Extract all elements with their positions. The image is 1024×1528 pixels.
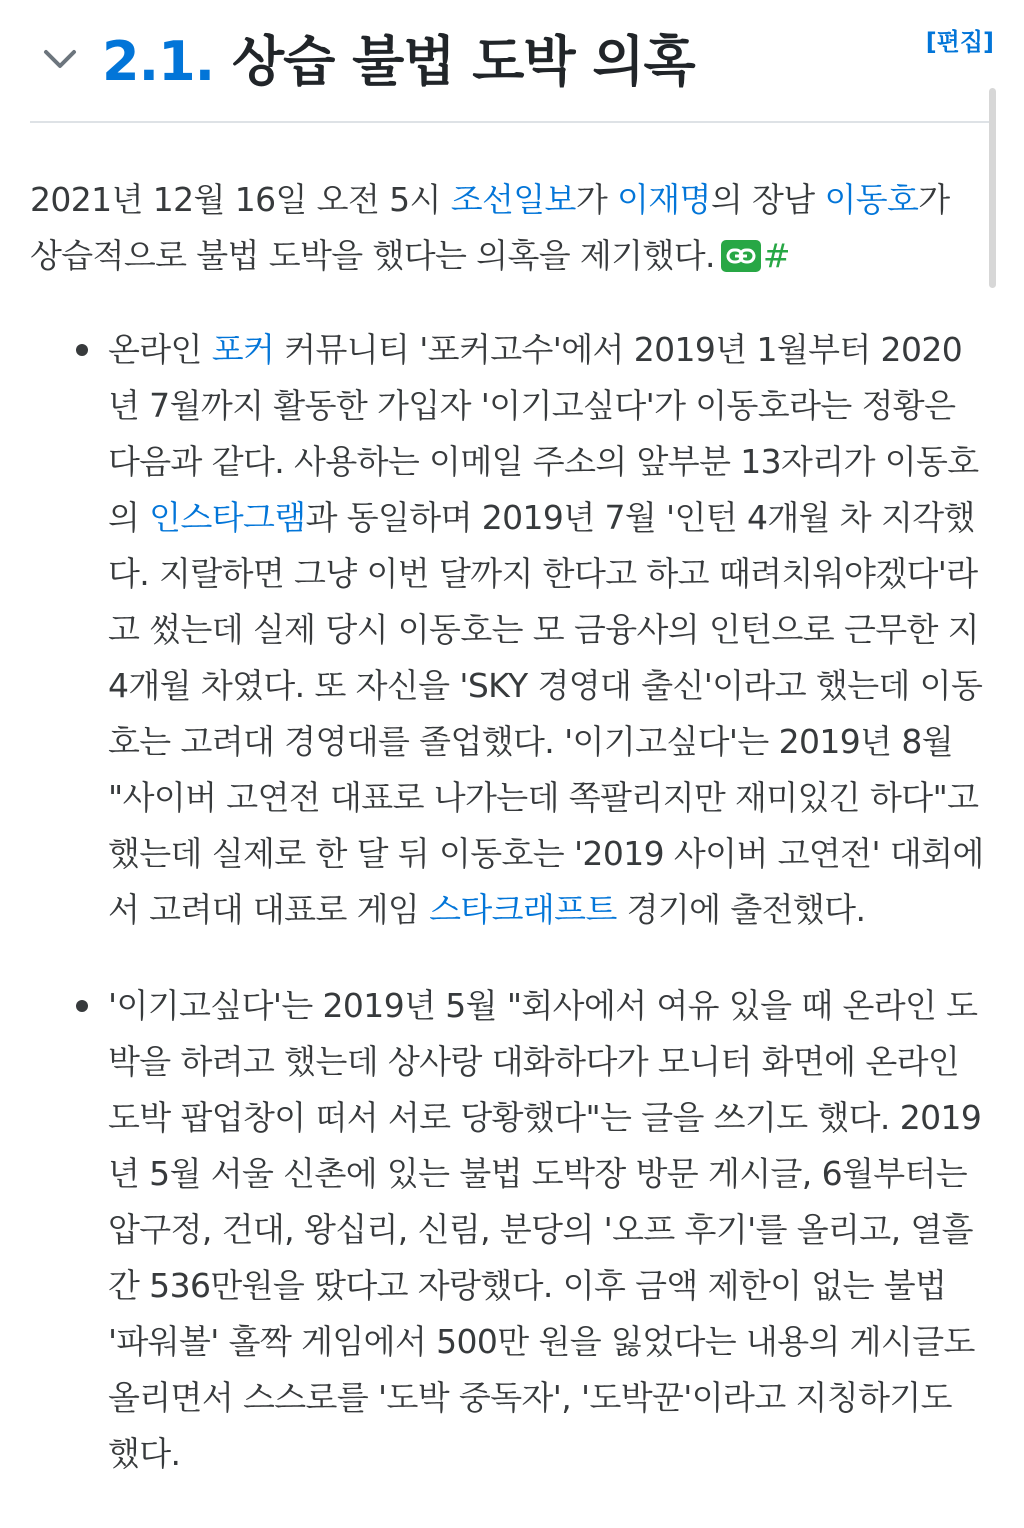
list-item bbox=[30, 978, 990, 1482]
link-instagram[interactable]: 인스타그램 bbox=[149, 498, 306, 537]
intro-text-4: 가 상습적으로 불법 도박을 했다는 의혹을 제기했다. bbox=[30, 180, 950, 275]
bullet-dot bbox=[76, 344, 88, 356]
source-hash-link[interactable]: # bbox=[762, 236, 790, 275]
section-heading bbox=[102, 22, 695, 102]
section-header[interactable] bbox=[0, 0, 1024, 122]
link-poker[interactable]: 포커 bbox=[211, 330, 275, 369]
section-number[interactable]: 2.1. bbox=[102, 30, 215, 93]
link-starcraft[interactable]: 스타크래프트 bbox=[429, 890, 617, 929]
section-content bbox=[30, 172, 990, 1522]
section-divider bbox=[30, 121, 996, 123]
link-chosun-ilbo[interactable]: 조선일보 bbox=[450, 180, 576, 219]
chevron-down-icon[interactable] bbox=[40, 44, 80, 76]
intro-paragraph bbox=[30, 172, 990, 284]
edit-link[interactable]: [편집] bbox=[925, 28, 994, 56]
bullet1-text-2: 커뮤니티 '포커고수'에서 2019년 1월부터 2020년 7월까지 활동한 가입자 '이기고싶다'가 이동호라는 정황은 다음과 같다. 사용하는 이메일 주소의 앞부분 13자리가 이동호의 bbox=[108, 330, 979, 537]
bullet1-text-1: 온라인 bbox=[108, 330, 212, 369]
scrollbar[interactable] bbox=[989, 88, 996, 288]
source-link-icon[interactable] bbox=[721, 240, 761, 272]
link-lee-jaemyung[interactable]: 이재명 bbox=[616, 180, 711, 219]
intro-text-1: 2021년 12월 16일 오전 5시 bbox=[30, 180, 451, 219]
bullet-list bbox=[30, 322, 990, 1482]
bullet2-text: '이기고싶다'는 2019년 5월 "회사에서 여유 있을 때 온라인 도박을 하려고 했는데 상사랑 대화하다가 모니터 화면에 온라인 도박 팝업창이 떠서 서로 당황했다"는 글을 쓰기도 했다. 2019년 5월 서울 신촌에 있는 불법 도박장 방문 게시글, 6월부터는 압구정, 건대, 왕십리, 신림, 분당의 '오프 후기'를 올리고, 열흘간 536만원을 땄다고 자랑했다. 이후 금액 제한이 없는 불법 '파워볼' 홀짝 게임에서 500만 원을 잃었다는 내용의 게시글도 올리면서 스스로를 '도박 중독자', '도박꾼'이라고 지칭하기도 했다. bbox=[108, 986, 982, 1473]
list-item bbox=[30, 322, 990, 938]
intro-text-3: 의 장남 bbox=[710, 180, 825, 219]
link-lee-dongho[interactable]: 이동호 bbox=[824, 180, 919, 219]
section-title: 상습 불법 도박 의혹 bbox=[232, 30, 695, 93]
bullet1-text-3: 과 동일하며 2019년 7월 '인턴 4개월 차 지각했다. 지랄하면 그냥 이번 달까지 한다고 하고 때려치워야겠다'라고 썼는데 실제 당시 이동호는 모 금융사의 인턴으로 근무한 지 4개월 차였다. 또 자신을 'SKY 경영대 출신'이라고 했는데 이동호는 고려대 경영대를 졸업했다. '이기고싶다'는 2019년 8월 "사이버 고연전 대표로 나가는데 쪽팔리지만 재미있긴 하다"고 했는데 실제로 한 달 뒤 이동호는 '2019 사이버 고연전' 대회에서 고려대 대표로 게임 bbox=[108, 498, 984, 929]
bullet1-text-4: 경기에 출전했다. bbox=[616, 890, 866, 929]
bullet-dot bbox=[76, 1000, 88, 1012]
intro-text-2: 가 bbox=[575, 180, 617, 219]
